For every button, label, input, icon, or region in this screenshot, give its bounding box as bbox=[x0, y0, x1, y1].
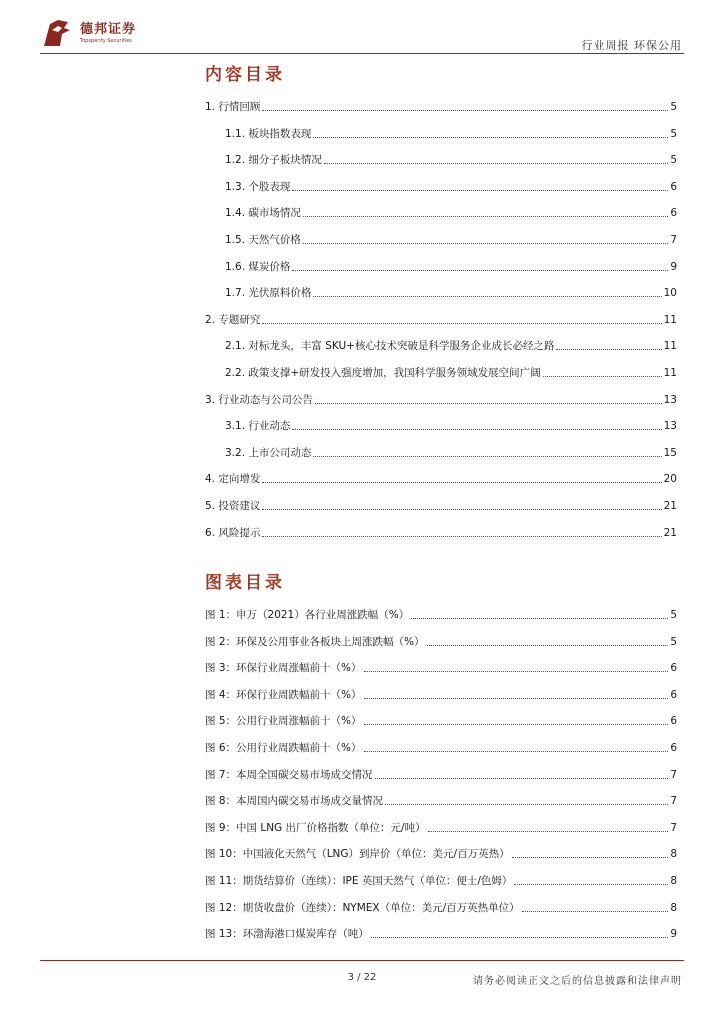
dot-leader bbox=[292, 190, 668, 191]
contents-entry-label: 3. 行业动态与公司公告 bbox=[205, 393, 313, 406]
dot-leader bbox=[364, 724, 669, 725]
contents-entry-page: 10 bbox=[663, 287, 677, 300]
contents-entry-label: 3.1. 行业动态 bbox=[225, 420, 291, 433]
figure-entry-label: 图 3：环保行业周涨幅前十（%） bbox=[205, 662, 362, 675]
dot-leader bbox=[522, 911, 669, 912]
contents-entry-page: 5 bbox=[670, 101, 677, 113]
contents-entry[interactable] bbox=[205, 96, 677, 114]
contents-entry-page: 5 bbox=[670, 154, 677, 167]
dot-leader bbox=[292, 270, 668, 271]
contents-entry[interactable] bbox=[225, 202, 677, 220]
contents-entry-label: 2. 专题研究 bbox=[205, 313, 261, 326]
dot-leader bbox=[512, 857, 669, 858]
figure-entry-page: 8 bbox=[670, 875, 677, 887]
figure-entry-label: 图 4：环保行业周跌幅前十（%） bbox=[205, 688, 362, 701]
contents-entry[interactable] bbox=[225, 229, 677, 247]
figure-entry[interactable] bbox=[205, 684, 677, 702]
contents-entry-page: 21 bbox=[663, 500, 677, 512]
contents-entry[interactable] bbox=[225, 362, 677, 380]
figure-entry[interactable] bbox=[205, 843, 677, 861]
contents-entry-label: 1.2. 细分子板块情况 bbox=[225, 154, 322, 167]
dot-leader bbox=[262, 110, 668, 111]
figure-entry[interactable] bbox=[205, 897, 677, 915]
contents-entry[interactable] bbox=[225, 335, 677, 353]
logo-english-text: Topsperity Securities bbox=[80, 37, 132, 44]
dot-leader bbox=[371, 937, 669, 938]
contents-entry-label: 1.7. 光伏原料价格 bbox=[225, 287, 312, 300]
contents-entry-label: 4. 定向增发 bbox=[205, 473, 261, 486]
figure-entry[interactable] bbox=[205, 737, 677, 755]
dot-leader bbox=[543, 376, 662, 377]
figure-entry-label: 图 11：期货结算价（连续）：IPE 英国天然气（单位：便士/色姆） bbox=[205, 875, 513, 887]
dot-leader bbox=[385, 804, 668, 805]
dot-leader bbox=[292, 429, 661, 430]
contents-entry-page: 21 bbox=[663, 526, 677, 539]
figure-entry-page: 9 bbox=[670, 928, 677, 941]
dot-leader bbox=[324, 163, 668, 164]
contents-entry[interactable] bbox=[205, 389, 677, 407]
dot-leader bbox=[313, 296, 661, 297]
figure-entry[interactable] bbox=[205, 790, 677, 808]
contents-entry-page: 6 bbox=[670, 207, 677, 220]
figure-entry[interactable] bbox=[205, 631, 677, 649]
contents-entry[interactable] bbox=[225, 442, 677, 460]
figure-entry-page: 5 bbox=[670, 609, 677, 621]
contents-entry[interactable] bbox=[205, 522, 677, 540]
dot-leader bbox=[313, 456, 661, 457]
page-number: 3 / 22 bbox=[347, 972, 377, 983]
figure-entry-page: 7 bbox=[670, 795, 677, 808]
contents-entry[interactable] bbox=[225, 415, 677, 433]
figure-entry-label: 图 7：本周全国碳交易市场成交情况 bbox=[205, 768, 373, 781]
contents-entry-label: 6. 风险提示 bbox=[205, 526, 261, 539]
figure-entry-page: 7 bbox=[670, 768, 677, 781]
figure-entry-page: 6 bbox=[670, 715, 677, 728]
contents-entry-label: 1.6. 煤炭价格 bbox=[225, 260, 291, 273]
contents-entry[interactable] bbox=[205, 309, 677, 327]
contents-entry-label: 2.2. 政策支撑+研发投入强度增加，我国科学服务领域发展空间广阔 bbox=[225, 367, 541, 379]
dot-leader bbox=[313, 137, 668, 138]
dot-leader bbox=[556, 349, 661, 350]
dot-leader bbox=[364, 671, 669, 672]
figure-entry-page: 8 bbox=[670, 901, 677, 914]
contents-entry[interactable] bbox=[225, 282, 677, 300]
dot-leader bbox=[411, 618, 668, 619]
dot-leader bbox=[262, 509, 661, 510]
figure-entry[interactable] bbox=[205, 923, 677, 941]
contents-entry[interactable] bbox=[225, 176, 677, 194]
contents-entry-label: 5. 投资建议 bbox=[205, 500, 261, 512]
header-divider bbox=[40, 53, 684, 54]
contents-entry-page: 7 bbox=[670, 234, 677, 246]
figure-entry-label: 图 5：公用行业周涨幅前十（%） bbox=[205, 715, 362, 728]
contents-entry[interactable] bbox=[225, 123, 677, 141]
contents-entry-label: 1.1. 板块指数表现 bbox=[225, 127, 312, 140]
figure-entry-label: 图 2：环保及公用事业各板块上周涨跌幅（%） bbox=[205, 635, 425, 648]
figure-entry-page: 6 bbox=[670, 688, 677, 701]
figure-entry-label: 图 13：环渤海港口煤炭库存（吨） bbox=[205, 928, 369, 941]
figure-entry[interactable] bbox=[205, 710, 677, 728]
contents-entry-label: 1.3. 个股表现 bbox=[225, 180, 291, 193]
dot-leader bbox=[364, 751, 669, 752]
contents-entry-page: 13 bbox=[663, 393, 677, 406]
company-logo bbox=[40, 16, 136, 50]
contents-entry-label: 1.5. 天然气价格 bbox=[225, 234, 301, 246]
dot-leader bbox=[428, 831, 669, 832]
contents-entry[interactable] bbox=[225, 256, 677, 274]
figure-entry[interactable] bbox=[205, 764, 677, 782]
logo-chinese-text: 德邦证券 bbox=[80, 21, 137, 37]
contents-entry-page: 9 bbox=[670, 260, 677, 273]
dot-leader bbox=[364, 698, 669, 699]
report-category: 行业周报 环保公用 bbox=[581, 39, 682, 52]
figure-entry[interactable] bbox=[205, 657, 677, 675]
figure-entry-label: 图 1：申万（2021）各行业周涨跌幅（%） bbox=[205, 609, 410, 621]
contents-entry[interactable] bbox=[225, 149, 677, 167]
figure-entry[interactable] bbox=[205, 817, 677, 835]
contents-entry-page: 11 bbox=[663, 340, 677, 353]
dot-leader bbox=[514, 884, 668, 885]
dot-leader bbox=[315, 403, 662, 404]
figure-entry-label: 图 10：中国液化天然气（LNG）到岸价（单位：美元/百万英热） bbox=[205, 848, 510, 861]
figure-entry-label: 图 8：本周国内碳交易市场成交量情况 bbox=[205, 795, 384, 808]
figure-entry-page: 7 bbox=[670, 821, 677, 834]
contents-entry-label: 1. 行情回顾 bbox=[205, 101, 261, 113]
contents-entry-page: 11 bbox=[663, 313, 677, 326]
contents-title: 内容目录 bbox=[205, 65, 285, 85]
dot-leader bbox=[262, 482, 661, 483]
contents-entry-page: 13 bbox=[663, 420, 677, 433]
contents-entry-page: 11 bbox=[663, 367, 677, 379]
contents-entry-label: 3.2. 上市公司动态 bbox=[225, 446, 312, 459]
contents-entry-page: 6 bbox=[670, 180, 677, 193]
contents-entry-label: 2.1. 对标龙头，丰富 SKU+核心技术突破是科学服务企业成长必经之路 bbox=[225, 340, 555, 353]
figures-title: 图表目录 bbox=[205, 573, 285, 593]
dot-leader bbox=[262, 323, 661, 324]
contents-entry-page: 15 bbox=[663, 446, 677, 459]
figure-entry-page: 6 bbox=[670, 662, 677, 675]
dot-leader bbox=[303, 243, 668, 244]
figure-entry[interactable] bbox=[205, 870, 677, 888]
contents-entry[interactable] bbox=[205, 468, 677, 486]
figure-entry-page: 5 bbox=[670, 635, 677, 648]
figure-entry-label: 图 6：公用行业周跌幅前十（%） bbox=[205, 742, 362, 754]
dragon-logo-icon bbox=[40, 16, 74, 50]
figure-entry-page: 8 bbox=[670, 848, 677, 861]
figure-entry-page: 6 bbox=[670, 742, 677, 754]
dot-leader bbox=[375, 778, 669, 779]
legal-disclaimer: 请务必阅读正文之后的信息披露和法律声明 bbox=[473, 976, 682, 987]
dot-leader bbox=[303, 216, 668, 217]
figure-entry-label: 图 12：期货收盘价（连续）：NYMEX（单位：美元/百万英热单位） bbox=[205, 901, 520, 914]
dot-leader bbox=[262, 536, 661, 537]
contents-entry[interactable] bbox=[205, 495, 677, 513]
contents-entry-page: 5 bbox=[670, 127, 677, 140]
contents-entry-page: 20 bbox=[663, 473, 677, 486]
dot-leader bbox=[427, 645, 669, 646]
footer-divider bbox=[40, 960, 684, 961]
figure-entry[interactable] bbox=[205, 604, 677, 622]
contents-entry-label: 1.4. 碳市场情况 bbox=[225, 207, 301, 220]
figure-entry-label: 图 9：中国 LNG 出厂价格指数（单位：元/吨） bbox=[205, 821, 426, 834]
